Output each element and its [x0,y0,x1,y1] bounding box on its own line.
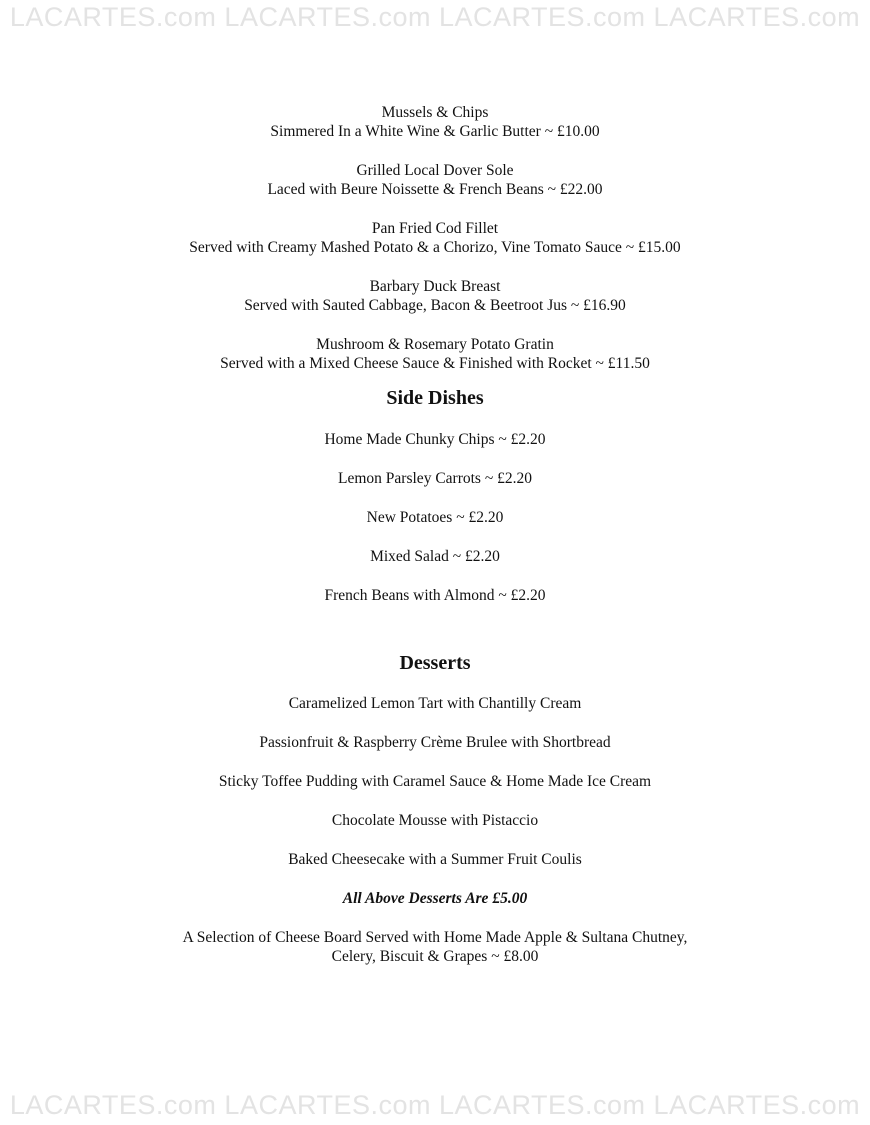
dish-description: Simmered In a White Wine & Garlic Butter ~ £10.00 [270,123,600,140]
side-dishes-heading: Side Dishes [386,387,484,409]
main-dish-item [0,161,870,199]
watermark-top: LACARTES.com LACARTES.com LACARTES.com LACARTES.com [9,2,861,32]
desserts-price-note: All Above Desserts Are £5.00 [342,890,528,907]
watermark-bottom: LACARTES.com LACARTES.com LACARTES.com LACARTES.com [9,1090,861,1120]
desserts-heading: Desserts [399,652,471,674]
dish-name: Pan Fried Cod Fillet [371,220,499,237]
dessert-item: Sticky Toffee Pudding with Caramel Sauce & Home Made Ice Cream [218,773,652,790]
main-dish-item [0,335,870,373]
dish-name: Grilled Local Dover Sole [356,162,514,179]
dish-description: Served with a Mixed Cheese Sauce & Finished with Rocket ~ £11.50 [220,355,650,372]
main-dish-item [0,219,870,257]
menu-page [0,103,870,966]
dessert-item: Passionfruit & Raspberry Crème Brulee with Shortbread [259,734,611,751]
cheese-board-line: Celery, Biscuit & Grapes ~ £8.00 [331,948,539,965]
dish-description: Served with Sauted Cabbage, Bacon & Beetroot Jus ~ £16.90 [244,297,626,314]
main-dish-item [0,103,870,141]
cheese-board-line: A Selection of Cheese Board Served with Home Made Apple & Sultana Chutney, [182,929,688,946]
dish-name: Mushroom & Rosemary Potato Gratin [316,336,554,353]
side-dish-item: Home Made Chunky Chips ~ £2.20 [324,431,546,448]
dessert-item: Chocolate Mousse with Pistaccio [331,812,539,829]
side-dish-item: Lemon Parsley Carrots ~ £2.20 [338,470,532,487]
dessert-item: Caramelized Lemon Tart with Chantilly Cream [288,695,582,712]
dish-description: Served with Creamy Mashed Potato & a Chorizo, Vine Tomato Sauce ~ £15.00 [189,239,681,256]
dessert-item: Baked Cheesecake with a Summer Fruit Coulis [288,851,582,868]
dish-name: Mussels & Chips [381,104,489,121]
cheese-board-item [0,928,870,966]
side-dish-item: French Beans with Almond ~ £2.20 [324,587,546,604]
side-dish-item: Mixed Salad ~ £2.20 [370,548,500,565]
dish-name: Barbary Duck Breast [369,278,501,295]
dish-description: Laced with Beure Noissette & French Beans ~ £22.00 [267,181,603,198]
side-dish-item: New Potatoes ~ £2.20 [366,509,504,526]
main-dish-item [0,277,870,315]
